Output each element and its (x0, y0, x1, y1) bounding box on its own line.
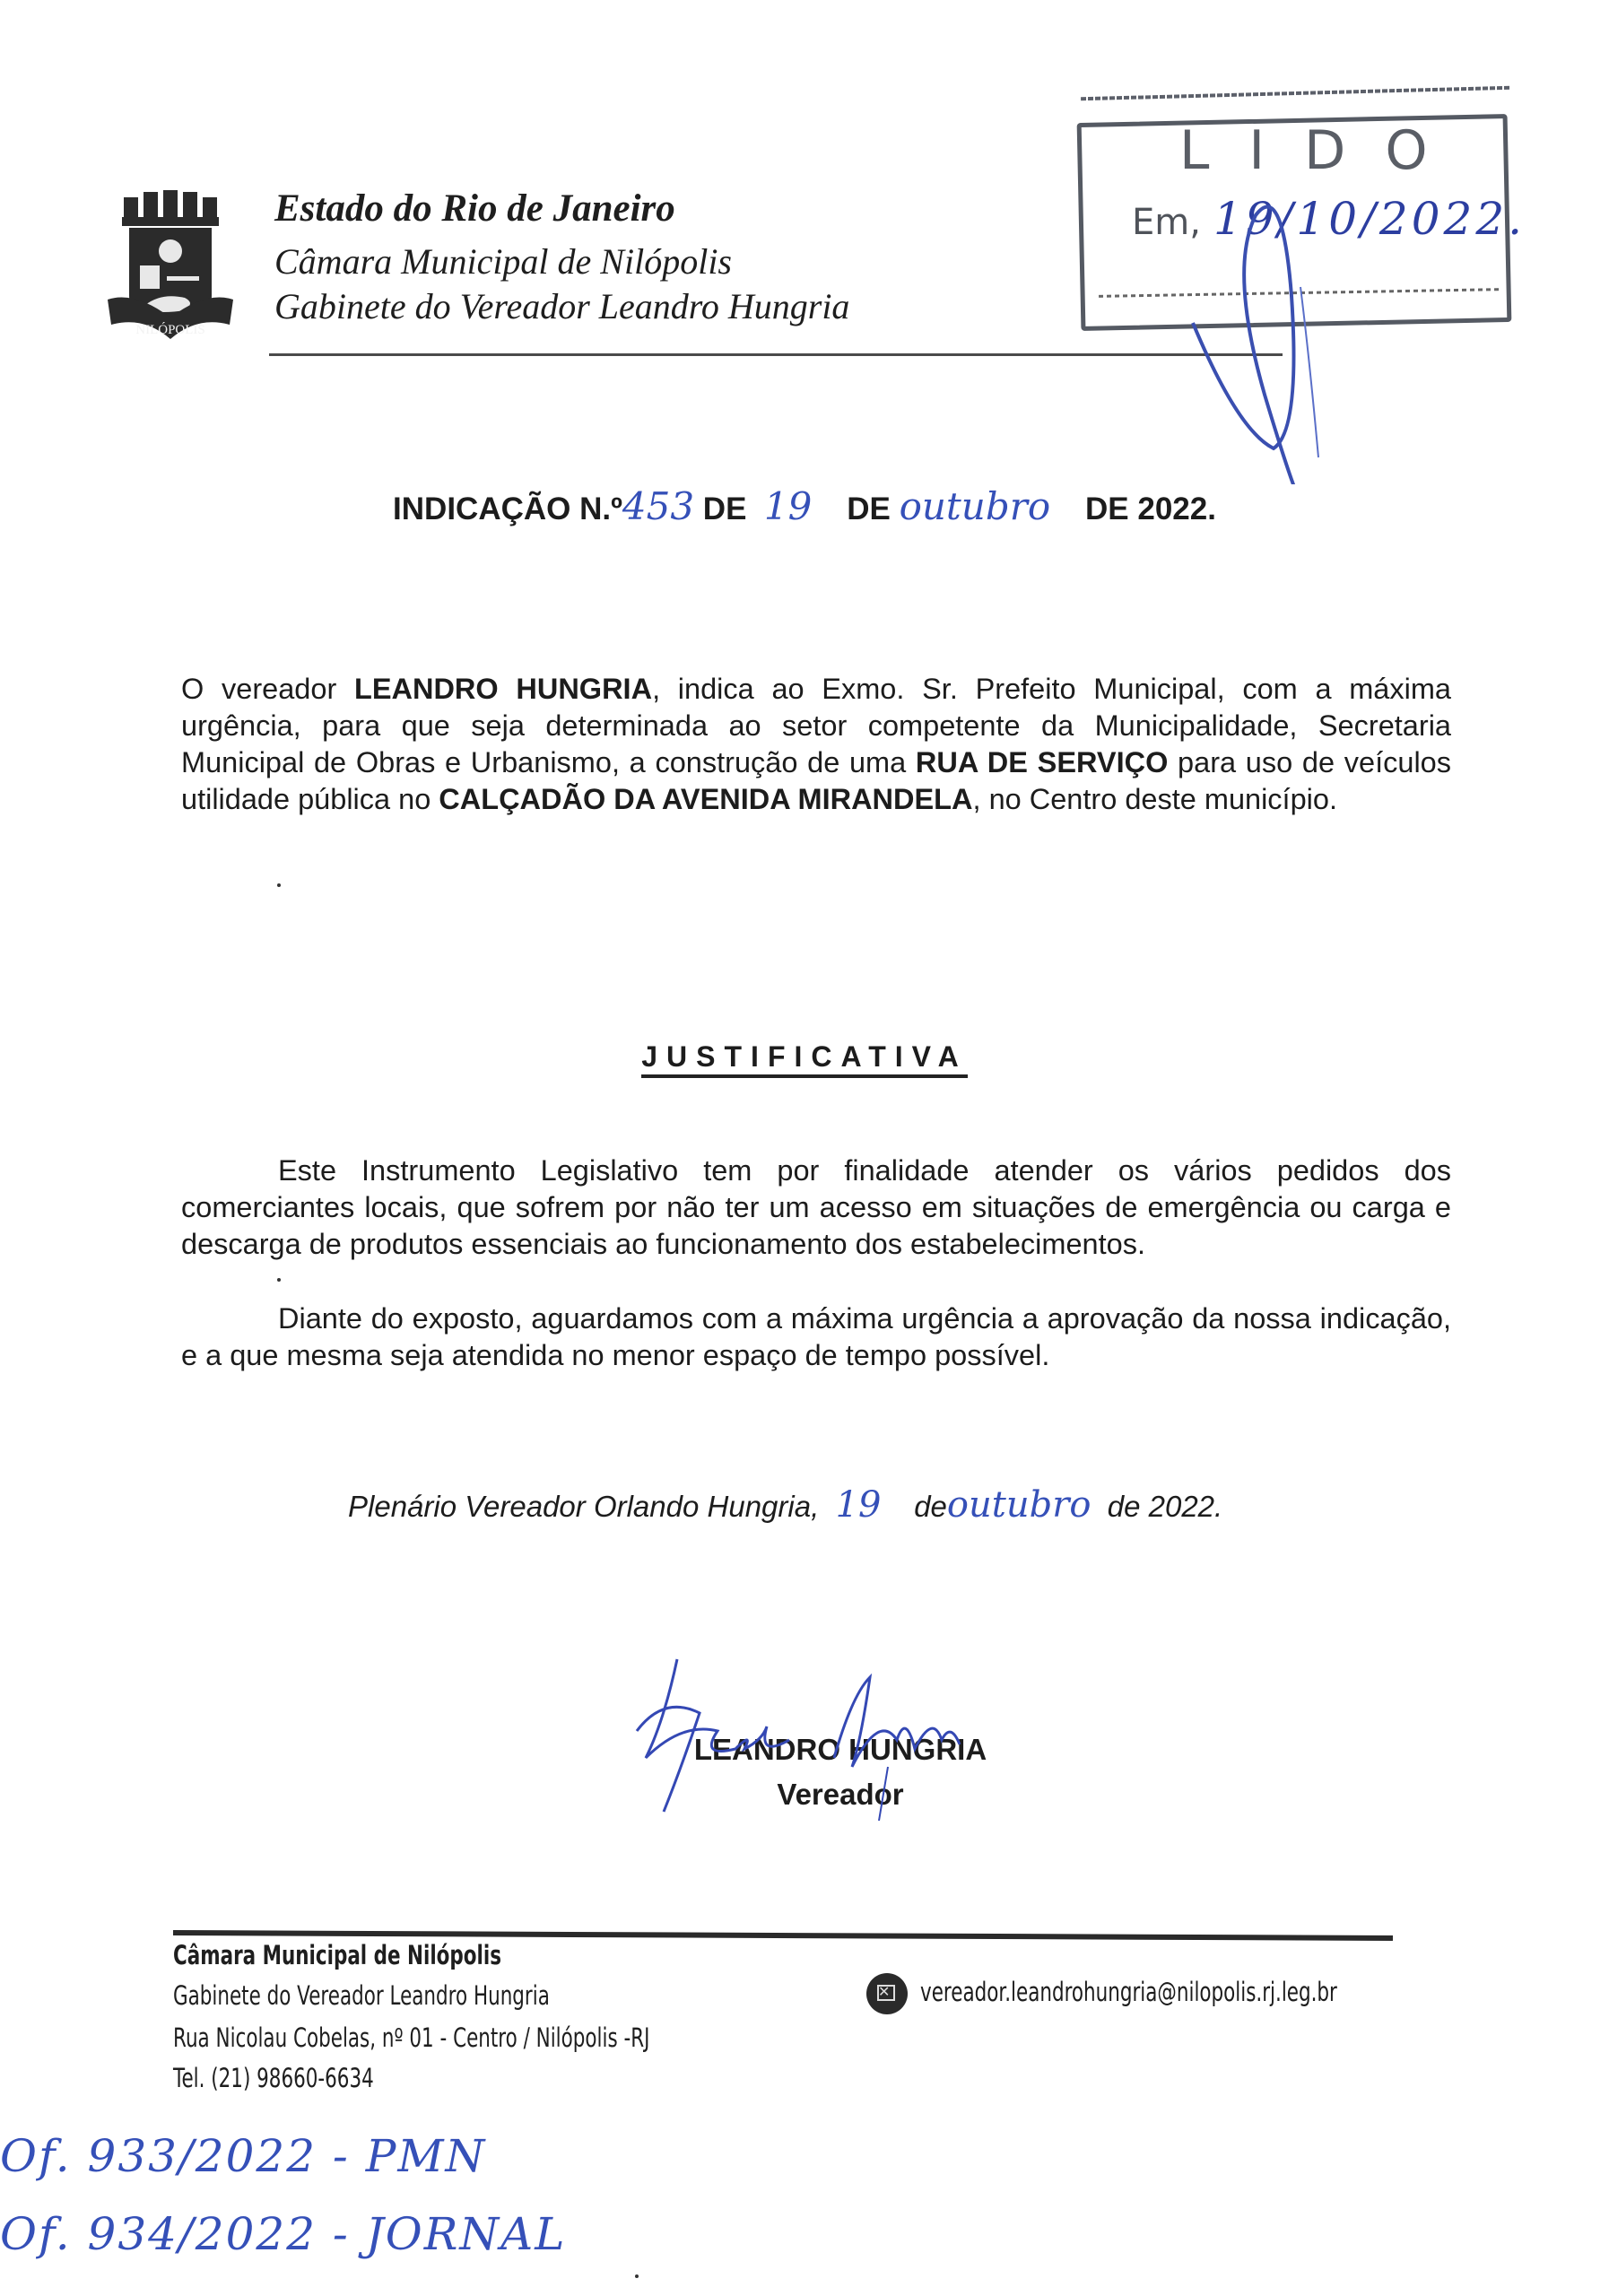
justification-heading (0, 1040, 1609, 1074)
indication-paragraph (181, 671, 1451, 818)
stamp-handwritten-date: 19/10/2022. (1213, 193, 1526, 245)
justification-paragraph-2: Diante do exposto, aguardamos com a máxima urgência a aprovação da nossa indicação, e a que mesma seja atendida no menor espaço de tempo possível. (181, 1302, 1451, 1371)
justification-heading-text: JUSTIFICATIVA (641, 1040, 967, 1078)
envelope-icon (866, 1973, 908, 2014)
closing-year: de 2022. (1107, 1490, 1223, 1523)
p1-text-b: , indica ao Exmo. Sr. Prefeito Municipal, com a máxima urgência, para que seja determinada ao setor competente da Municipalidade, Secretaria Municipal de Obras e Urbanismo, a construção de uma (181, 673, 1451, 778)
handwritten-note-1: Of. 933/2022 - PMN (0, 2130, 487, 2182)
stray-dot (635, 2274, 639, 2278)
document-title (0, 484, 1609, 528)
stray-dot (277, 883, 281, 887)
header-divider (269, 353, 1283, 356)
title-month: outubro (899, 484, 1051, 528)
footer-office: Gabinete do Vereador Leandro Hungria (173, 1980, 550, 2011)
title-day: 19 (763, 484, 813, 528)
closing-de: de (914, 1490, 947, 1523)
p1-service-road: RUA DE SERVIÇO (915, 746, 1169, 778)
signatory-name: LEANDRO HUNGRIA (693, 1733, 987, 1766)
title-year: DE 2022. (1085, 491, 1216, 526)
stamp-top-border (1081, 86, 1511, 101)
signatory-role: Vereador (777, 1778, 904, 1811)
header-chamber: Câmara Municipal de Nilópolis (274, 241, 732, 282)
footer-org: Câmara Municipal de Nilópolis (173, 1940, 502, 1970)
p1-text-a: O vereador (181, 673, 354, 705)
crest-label: NILÓPOLIS (135, 323, 205, 337)
p1-text-c: para uso de veículos utilidade pública no (181, 746, 1451, 815)
closing-place: Plenário Vereador Orlando Hungria, (348, 1490, 820, 1523)
stamp-word: LIDO (1179, 119, 1467, 182)
title-prefix: INDICAÇÃO N.º (393, 491, 622, 526)
closing-line (348, 1484, 1222, 1526)
footer-phone: Tel. (21) 98660-6634 (173, 2063, 374, 2093)
municipal-crest-logo (99, 190, 242, 350)
stamp-prefix: Em, (1132, 202, 1201, 243)
stray-dot (277, 1278, 281, 1282)
title-de-2: DE (847, 491, 891, 526)
stamp-initials-scrawl (1184, 161, 1345, 484)
title-number: 453 (622, 484, 695, 528)
footer-email-link[interactable]: vereador.leandrohungria@nilopolis.rj.leg.br (920, 1977, 1337, 2007)
header-office: Gabinete do Vereador Leandro Hungria (274, 286, 850, 326)
justification-paragraph-1: Este Instrumento Legislativo tem por finalidade atender os vários pedidos dos comerciantes locais, que sofrem por não ter um acesso em situações de emergência ou carga e descarga de produtos essenciais ao funcionamento dos estabelecimentos. (181, 1154, 1451, 1260)
p1-text-d: , no Centro deste município. (972, 783, 1337, 815)
p1-councilor-name: LEANDRO HUNGRIA (353, 673, 653, 705)
header-state: Estado do Rio de Janeiro (274, 187, 675, 230)
footer-address: Rua Nicolau Cobelas, nº 01 - Centro / Nilópolis -RJ (173, 2022, 650, 2053)
closing-month: outubro (946, 1484, 1092, 1526)
handwritten-note-2: Of. 934/2022 - JORNAL (0, 2208, 567, 2260)
p1-location: CALÇADÃO DA AVENIDA MIRANDELA (439, 783, 973, 815)
handwritten-signature (610, 1641, 987, 1830)
title-de-1: DE (702, 491, 747, 526)
closing-day: 19 (835, 1484, 882, 1526)
